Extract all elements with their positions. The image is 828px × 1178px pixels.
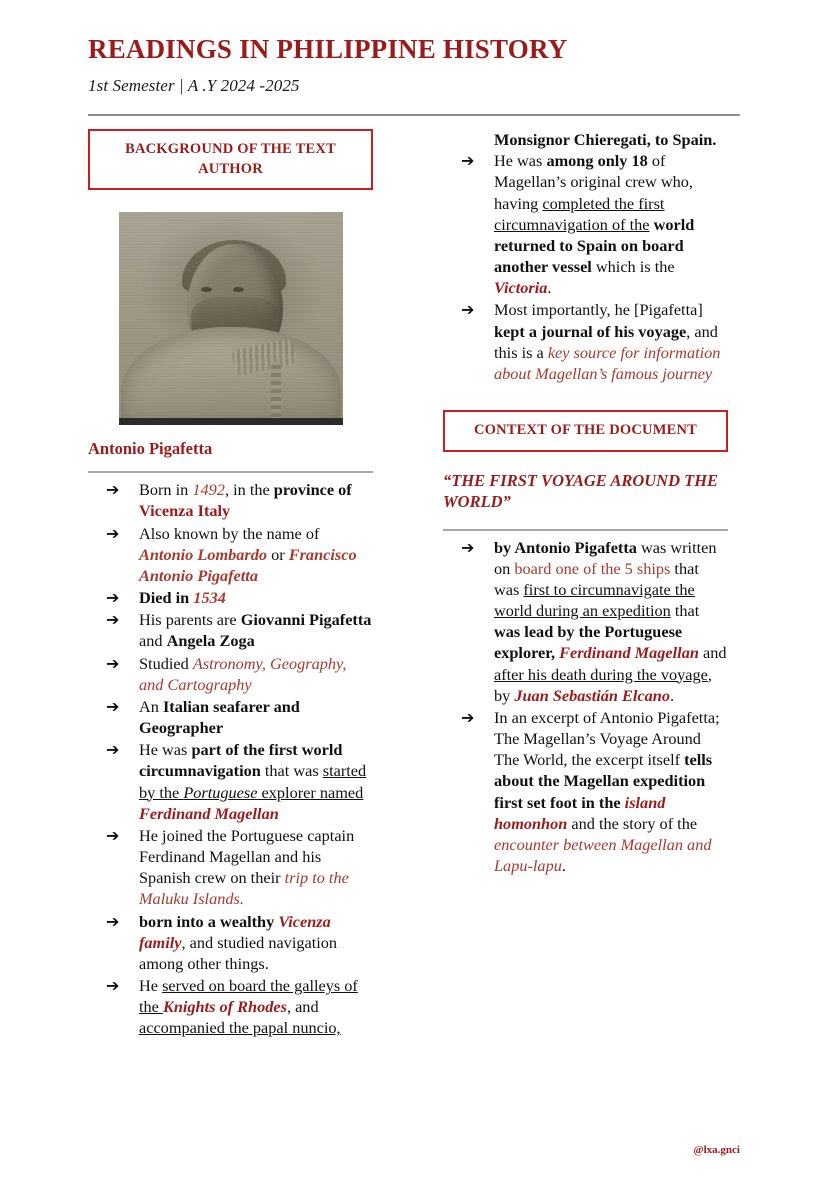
bullet-text xyxy=(494,708,720,875)
text-segment: explorer named xyxy=(257,782,364,802)
text-segment: after his death during the voyage xyxy=(494,664,708,684)
text-segment: Died in xyxy=(139,588,194,608)
bullet-item-died-1534 xyxy=(88,587,373,608)
bullet-text xyxy=(139,976,358,1037)
text-segment: , by xyxy=(494,664,712,705)
bullet-item-first-circumnavigation xyxy=(88,739,373,824)
text-segment: . xyxy=(561,856,566,876)
left-column xyxy=(88,129,373,1040)
arrow-bullet-icon: ➔ xyxy=(106,653,120,673)
right-column xyxy=(443,129,728,1040)
text-segment: Astronomy, Geography, and Cartography xyxy=(139,653,347,694)
right-column-divider xyxy=(443,529,728,531)
section-title: BACKGROUND OF THE TEXT AUTHOR xyxy=(125,141,336,177)
arrow-bullet-icon: ➔ xyxy=(106,696,120,716)
text-segment: was written on xyxy=(494,537,717,578)
text-segment: , and xyxy=(286,997,319,1017)
text-segment: first to circumnavigate the world during an expedition xyxy=(494,579,695,621)
text-segment: In an excerpt of Antonio Pigafetta; The Magellan’s Voyage Around The World, the excerpt itself xyxy=(494,707,720,770)
bullet-item-among-only-18 xyxy=(443,150,728,298)
text-segment: key source for information about Magellan’s famous journey xyxy=(494,342,721,383)
text-segment: Angela Zoga xyxy=(166,631,255,651)
text-segment: Francisco Antonio Pigafetta xyxy=(139,544,357,585)
text-segment: Portuguese xyxy=(183,782,258,802)
page-title: READINGS IN PHILIPPINE HISTORY xyxy=(88,34,568,64)
text-segment: . xyxy=(669,685,675,705)
bullet-text xyxy=(139,826,354,909)
text-segment: board one of the 5 ships xyxy=(514,558,671,578)
text-segment: province of xyxy=(273,480,352,500)
arrow-bullet-icon: ➔ xyxy=(106,523,120,543)
right-bullet-list xyxy=(443,537,728,877)
text-segment: Ferdinand Magellan xyxy=(559,643,699,663)
text-segment: completed the first circumnavigation of the xyxy=(494,193,665,234)
text-segment: . xyxy=(547,278,552,298)
text-segment: An xyxy=(139,696,163,716)
bullet-text xyxy=(494,151,694,297)
portrait-caption: Antonio Pigafetta xyxy=(88,439,213,459)
text-segment: served on board the galleys of the xyxy=(139,976,358,1017)
text-segment: Knights of Rhodes xyxy=(162,997,287,1017)
arrow-bullet-icon: ➔ xyxy=(106,480,120,500)
bullet-text xyxy=(494,538,726,705)
bullet-item-wealthy-vicenza-family xyxy=(88,911,373,975)
text-segment: which is the xyxy=(591,257,675,277)
arrow-bullet-icon: ➔ xyxy=(106,825,120,845)
bullet-text xyxy=(139,654,346,694)
arrow-bullet-icon: ➔ xyxy=(106,976,120,996)
text-segment: island homonhon xyxy=(494,792,666,833)
bullet-item-excerpt-homonhon xyxy=(443,707,728,876)
text-segment: Vicenza Italy xyxy=(139,501,231,521)
text-segment: Ferdinand Magellan xyxy=(139,803,279,823)
text-segment: tells about the Magellan expedition first set foot in the xyxy=(494,750,713,812)
text-segment: , and studied navigation among other things. xyxy=(139,932,338,973)
bullet-text xyxy=(139,610,371,650)
bullet-text xyxy=(139,524,357,585)
header-divider xyxy=(88,114,740,116)
continuation-paragraph xyxy=(443,129,728,150)
bullet-text xyxy=(139,740,366,823)
bullet-text xyxy=(139,697,300,737)
text-segment: accompanied the papal nuncio, xyxy=(139,1018,341,1038)
text-segment: His parents are xyxy=(139,610,241,630)
bullet-text xyxy=(494,300,720,383)
text-segment: part of the first world circumnavigation xyxy=(139,740,343,781)
text-segment: Victoria xyxy=(494,278,548,298)
bullet-item-joined-portuguese-captain xyxy=(88,825,373,910)
text-segment: Most importantly, he [Pigafetta] xyxy=(494,300,703,320)
arrow-bullet-icon: ➔ xyxy=(461,537,475,557)
text-segment: trip to the Maluku Islands. xyxy=(139,868,349,909)
bullet-item-also-known-as xyxy=(88,523,373,587)
text-segment: 1492 xyxy=(192,480,225,500)
portrait-grain-overlay xyxy=(119,212,343,425)
text-segment: that xyxy=(670,601,700,621)
content-columns xyxy=(88,129,740,1040)
portrait-figure xyxy=(88,212,373,425)
text-segment: Studied xyxy=(139,653,193,673)
text-segment: He xyxy=(139,976,163,996)
section-title: CONTEXT OF THE DOCUMENT xyxy=(473,422,698,439)
text-segment: , and this is a xyxy=(494,321,718,362)
text-segment: by Antonio Pigafetta xyxy=(494,537,637,557)
arrow-bullet-icon: ➔ xyxy=(106,911,120,931)
text-segment: and xyxy=(139,631,167,651)
text-segment: kept a journal of his voyage xyxy=(494,321,687,341)
text-segment: or xyxy=(267,544,289,564)
text-segment: was lead by the Portuguese explorer, xyxy=(494,622,683,663)
bullet-item-italian-seafarer xyxy=(88,696,373,738)
text-segment: Juan Sebastián Elcano xyxy=(514,685,670,705)
text-segment: He was xyxy=(494,151,547,171)
bullet-item-studied xyxy=(88,653,373,695)
arrow-bullet-icon: ➔ xyxy=(106,588,120,608)
footer-watermark: @lxa.gnci xyxy=(693,1144,740,1156)
bullet-text xyxy=(139,480,352,520)
arrow-bullet-icon: ➔ xyxy=(106,610,120,630)
text-segment: He was xyxy=(139,740,192,760)
text-segment: among only 18 xyxy=(546,151,648,171)
arrow-bullet-icon: ➔ xyxy=(461,707,475,727)
left-bullet-list xyxy=(88,479,373,1038)
bullet-item-born-1492 xyxy=(88,479,373,521)
text-segment: Born in xyxy=(139,480,193,500)
left-column-divider xyxy=(88,471,373,473)
text-segment: Vicenza family xyxy=(139,911,331,952)
bullet-item-parents xyxy=(88,609,373,651)
text-segment: world returned to Spain on board another vessel xyxy=(494,214,695,277)
text-segment: 1534 xyxy=(193,588,226,608)
text-segment: Giovanni Pigafetta xyxy=(240,610,372,630)
text-segment: , in the xyxy=(224,480,274,500)
document-header xyxy=(88,34,740,116)
section-box-background-of-text-author xyxy=(88,129,373,190)
bullet-item-written-by-pigafetta xyxy=(443,537,728,706)
right-top-bullet-list xyxy=(443,150,728,384)
bullet-item-knights-of-rhodes xyxy=(88,975,373,1039)
section-box-context-of-document xyxy=(443,410,728,452)
arrow-bullet-icon: ➔ xyxy=(461,300,475,320)
antonio-pigafetta-portrait-image xyxy=(119,212,343,425)
context-subtitle: “THE FIRST VOYAGE AROUND THE WORLD” xyxy=(443,470,719,512)
text-segment: Antonio Lombardo xyxy=(139,544,268,564)
text-segment: started by the xyxy=(139,761,367,802)
text-segment: He joined the Portuguese captain Ferdinand Magellan and his Spanish crew on their xyxy=(139,825,355,888)
portrait-bottom-bar xyxy=(119,418,343,425)
arrow-bullet-icon: ➔ xyxy=(106,740,120,760)
text-segment: Italian seafarer and Geographer xyxy=(139,696,300,738)
text-segment: Also known by the name of xyxy=(139,523,320,543)
text-segment: encounter between Magellan and Lapu-lapu xyxy=(494,834,712,876)
text-segment: that was xyxy=(260,761,323,781)
text-segment: born into a wealthy xyxy=(139,911,279,931)
bullet-item-kept-a-journal xyxy=(443,299,728,384)
text-segment: and the story of the xyxy=(567,813,698,833)
text-segment: Monsignor Chieregati, to Spain. xyxy=(494,130,717,150)
text-segment: and xyxy=(698,643,727,663)
page-subtitle: 1st Semester | A .Y 2024 -2025 xyxy=(88,76,300,96)
text-segment: that was xyxy=(494,558,699,599)
bullet-text xyxy=(139,912,337,973)
bullet-text xyxy=(139,588,226,607)
arrow-bullet-icon: ➔ xyxy=(461,151,475,171)
text-segment: of Magellan’s original crew who, having xyxy=(494,151,693,213)
